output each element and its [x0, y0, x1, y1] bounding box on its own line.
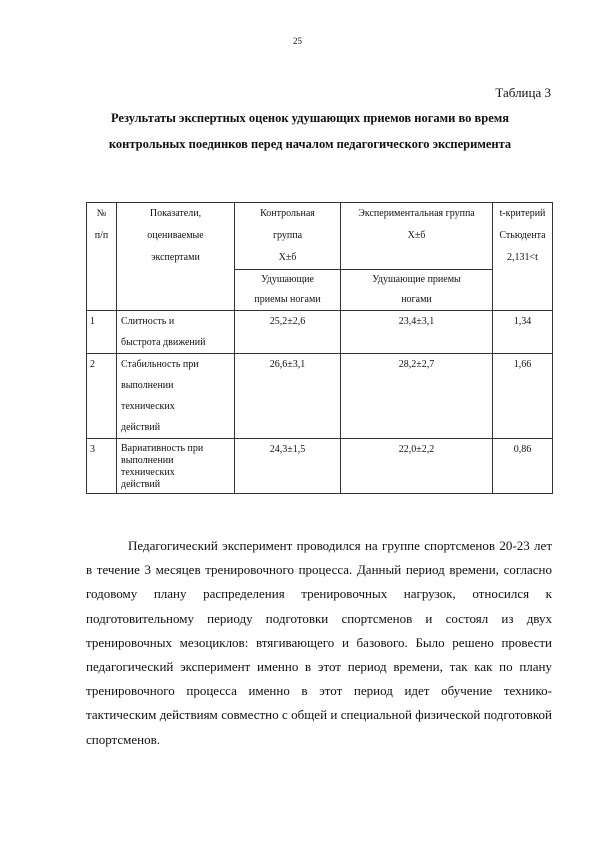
table-row [87, 439, 553, 494]
table-row [87, 311, 553, 354]
row-control-value: 26,6±3,1 [235, 354, 341, 439]
subheader-control-line: приемы ногами [254, 294, 321, 305]
header-experimental-line: Экспериментальная группа [358, 208, 475, 219]
header-t-line: Стьюдента [499, 230, 546, 241]
row-indicator-line: действий [121, 479, 161, 490]
body-paragraph [86, 534, 552, 752]
subheader-experimental-line: ногами [401, 294, 432, 305]
subheader-control-line: Удушающие [261, 274, 314, 285]
header-control-group [235, 203, 341, 270]
body-paragraph-text: Педагогический эксперимент проводился на группе спортсменов 20-23 лет в течение 3 месяцев тренировочного процесса. Данный период времени, согласно годовому плану распределения тренировочных нагрузок, относился к подготовительному периоду подготовки спортсменов и состоял из двух тренировочных мезоциклов: втягивающего и базового. Было решено провести педагогический эксперимент именно в этот период времени, так как по плану тренировочного процесса именно в этот период идет обучение технико-тактическим действиям совместно с общей и специальной физической подготовкой спортсменов. [86, 538, 552, 747]
row-indicator-line: действий [121, 422, 161, 433]
table-label: Таблица 3 [495, 85, 551, 100]
results-table [86, 202, 553, 494]
row-indicator [117, 311, 235, 354]
row-indicator-line: технических [121, 401, 175, 412]
page-number: 25 [293, 36, 302, 46]
subheader-experimental [341, 270, 493, 311]
row-experimental-value: 22,0±2,2 [341, 439, 493, 494]
subheader-experimental-line: Удушающие приемы [372, 274, 461, 285]
row-indicator-line: выполнении [121, 455, 174, 466]
header-num-line: п/п [94, 230, 109, 241]
header-indicator-line: оцениваемые [147, 230, 204, 241]
table-row [87, 354, 553, 439]
row-indicator-line: быстрота движений [121, 337, 206, 348]
header-indicator [117, 203, 235, 311]
header-t-criterion [493, 203, 553, 311]
header-num [87, 203, 117, 311]
row-t-value: 1,66 [493, 354, 553, 439]
header-experimental-line: X±б [407, 230, 426, 241]
row-num: 3 [87, 439, 117, 494]
row-t-value: 1,34 [493, 311, 553, 354]
row-indicator-line: Слитность и [121, 316, 175, 327]
row-indicator [117, 439, 235, 494]
row-experimental-value: 23,4±3,1 [341, 311, 493, 354]
row-experimental-value: 28,2±2,7 [341, 354, 493, 439]
row-indicator-line: Стабильность при [121, 359, 199, 370]
header-t-line: t-критерий [499, 208, 546, 219]
header-t-line: 2,131<t [507, 252, 538, 263]
header-control-line: X±б [278, 252, 297, 263]
row-indicator-line: технических [121, 467, 175, 478]
row-num: 1 [87, 311, 117, 354]
table-header-row [87, 203, 553, 270]
header-experimental-group [341, 203, 493, 270]
row-indicator-line: Вариативность при [121, 443, 204, 454]
header-indicator-line: экспертами [151, 252, 200, 263]
row-control-value: 25,2±2,6 [235, 311, 341, 354]
header-num-line: № [96, 208, 107, 219]
table-title-line-1: Результаты экспертных оценок удушающих приемов ногами во время [110, 111, 510, 125]
row-control-value: 24,3±1,5 [235, 439, 341, 494]
header-control-line: группа [272, 230, 303, 241]
table-title-line-2: контрольных поединков перед началом педагогического эксперимента [108, 137, 512, 151]
header-control-line: Контрольная [260, 208, 315, 219]
row-indicator [117, 354, 235, 439]
row-t-value: 0,86 [493, 439, 553, 494]
header-indicator-line: Показатели, [149, 208, 202, 219]
row-indicator-line: выполнении [121, 380, 174, 391]
row-num: 2 [87, 354, 117, 439]
subheader-control [235, 270, 341, 311]
